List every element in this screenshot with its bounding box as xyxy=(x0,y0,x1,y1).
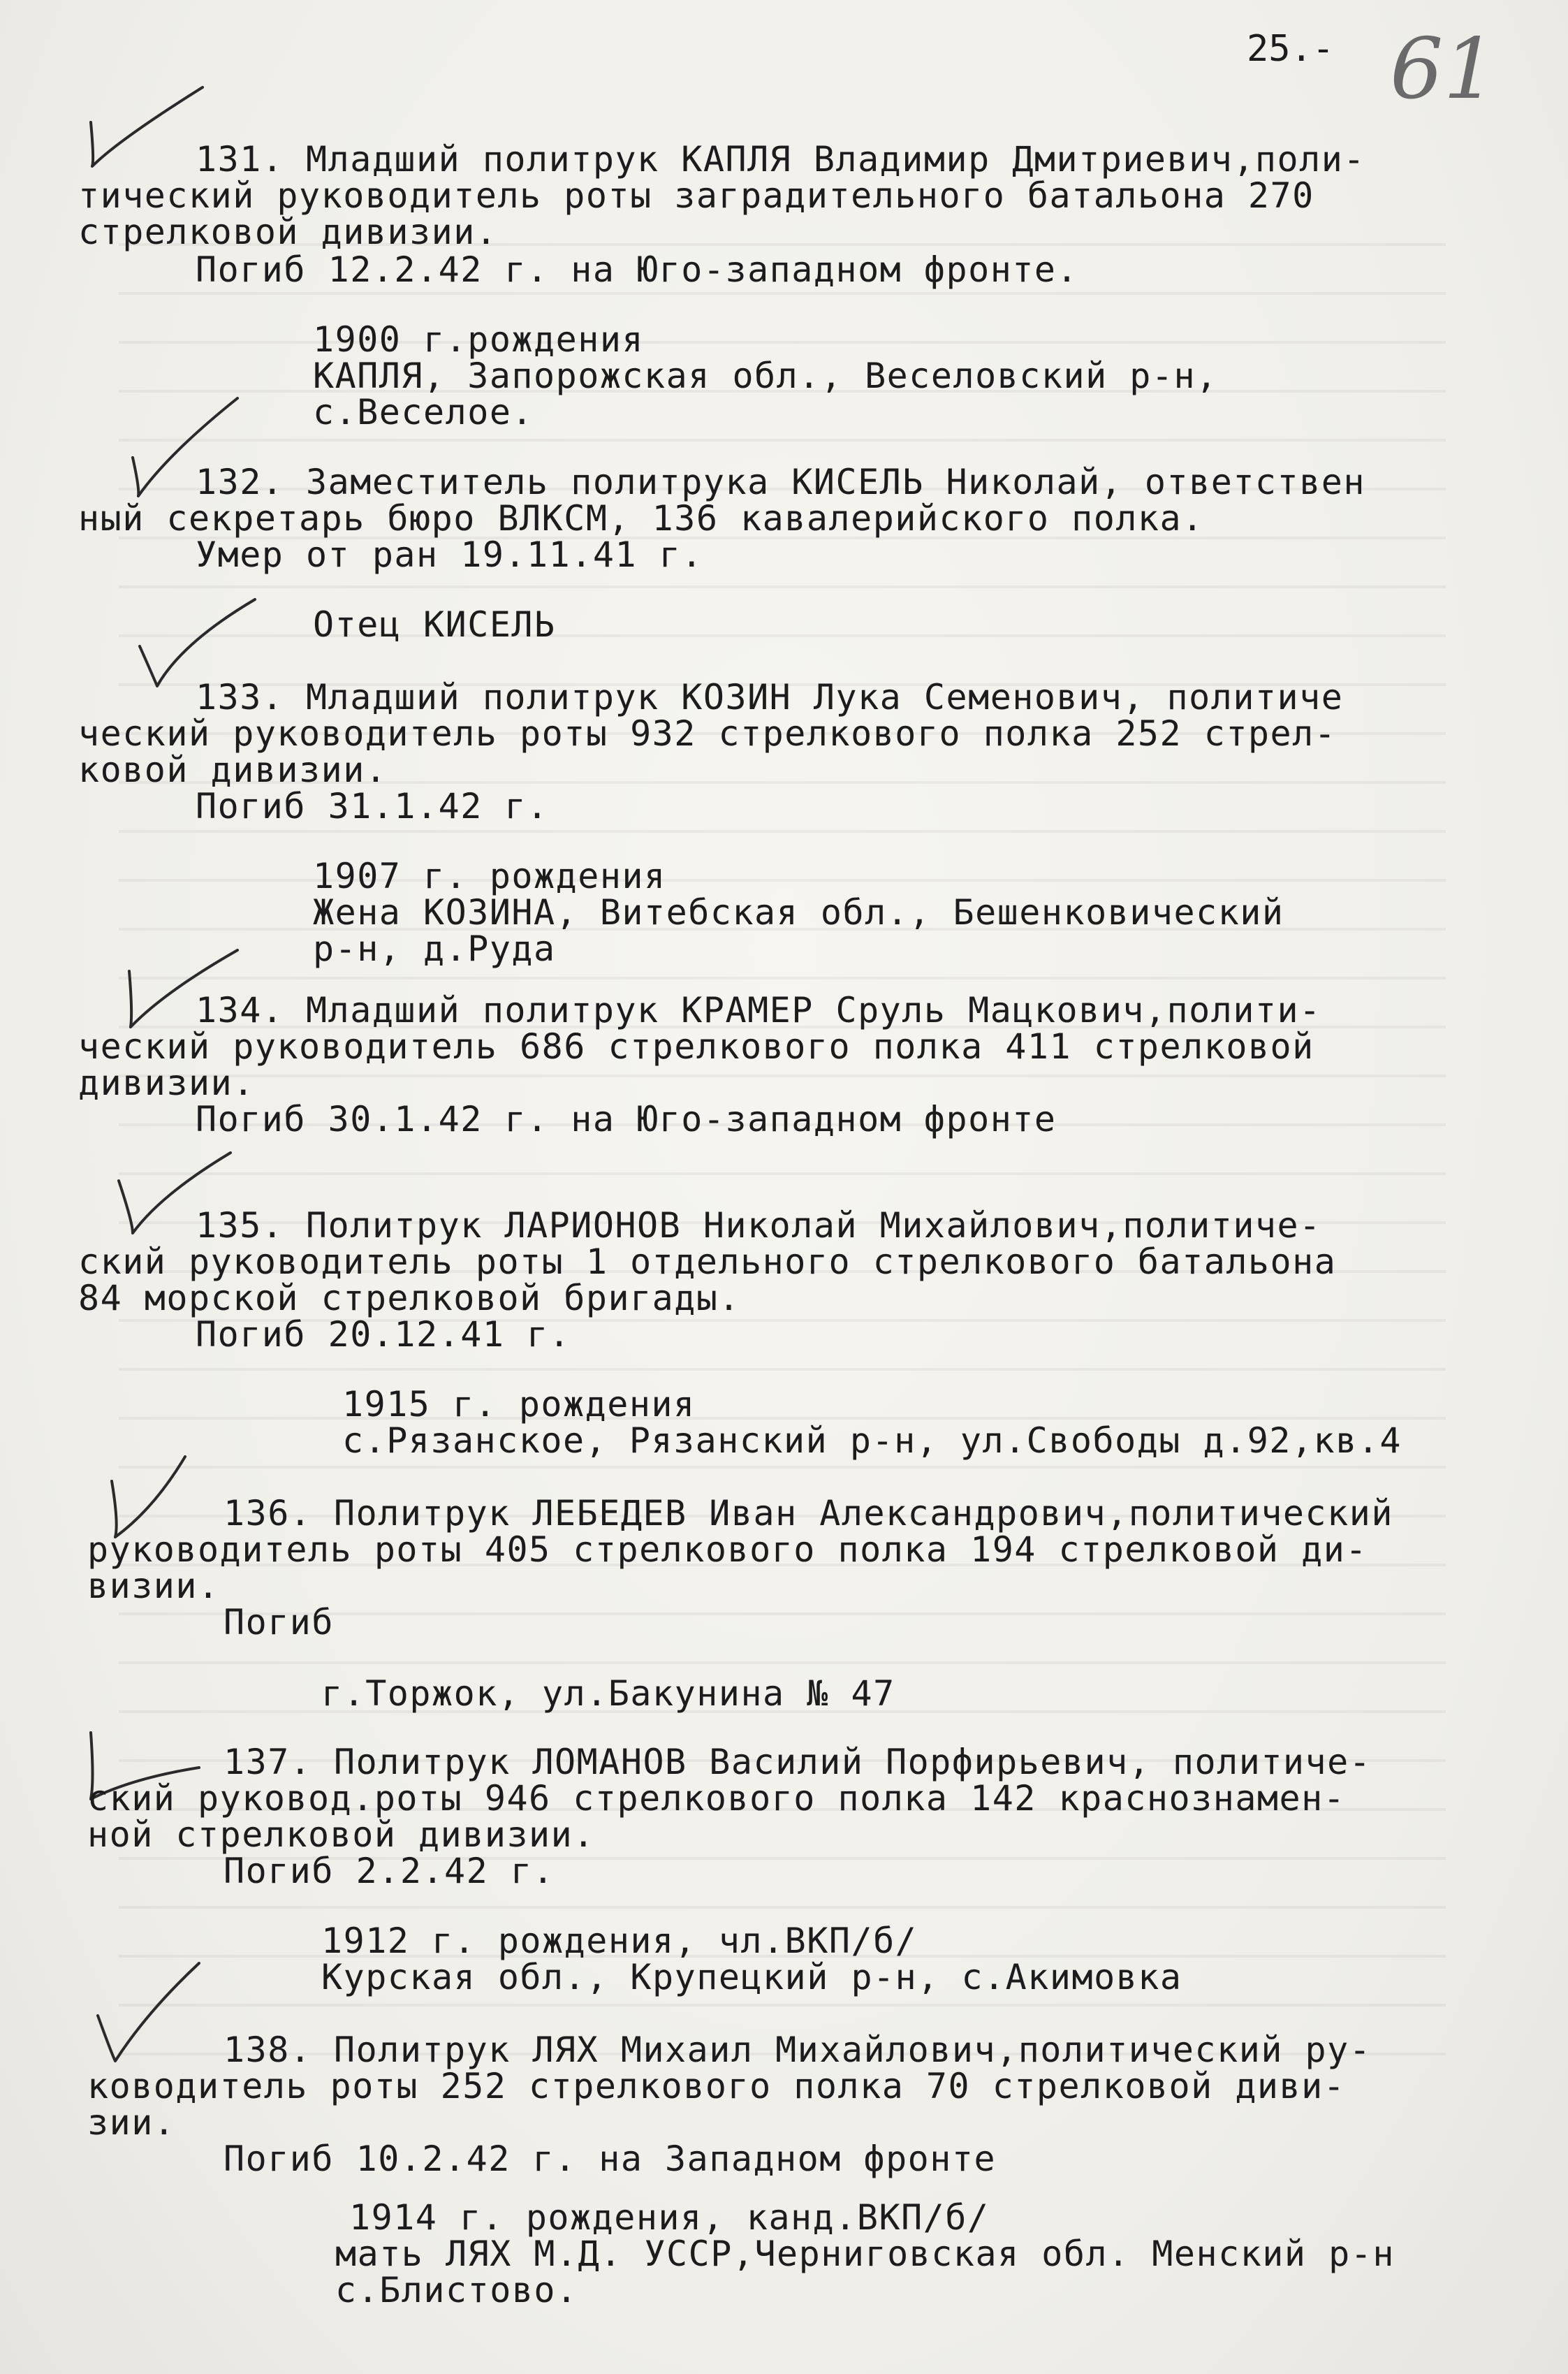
entry-line: 131. Младший политрук КАПЛЯ Владимир Дмитриевич,поли- xyxy=(196,139,1365,180)
entry-line: с.Рязанское, Рязанский р-н, ул.Свободы д.92,кв.4 xyxy=(342,1420,1402,1461)
entry-line: 135. Политрук ЛАРИОНОВ Николай Михайлович,политиче- xyxy=(196,1205,1321,1246)
entry-line: ковой дивизии. xyxy=(78,750,388,790)
entry-line: Погиб 20.12.41 г. xyxy=(196,1314,571,1355)
page-number: 25.- xyxy=(1247,28,1335,70)
entry-line: ский руководитель роты 1 отдельного стрелкового батальона xyxy=(78,1241,1337,1282)
entry-line: тический руководитель роты заградительного батальона 270 xyxy=(78,175,1314,216)
entry-line: Погиб 10.2.42 г. на Западном фронте xyxy=(224,2139,997,2179)
entry-line: ческий руководитель 686 стрелкового полка 411 стрелковой xyxy=(78,1026,1314,1067)
entry-line: 132. Заместитель политрука КИСЕЛЬ Николай, ответствен xyxy=(196,462,1365,502)
entry-line: Курская обл., Крупецкий р-н, с.Акимовка xyxy=(321,1957,1182,1997)
entry-line: 138. Политрук ЛЯХ Михаил Михайлович,политический ру- xyxy=(224,2030,1372,2070)
entry-line: визии. xyxy=(87,1566,220,1606)
entry-line: 1915 г. рождения xyxy=(342,1384,696,1425)
entry-line: 1912 г. рождения, чл.ВКП/б/ xyxy=(321,1921,918,1961)
entry-line: ческий руководитель роты 932 стрелкового полка 252 стрел- xyxy=(78,713,1337,754)
entry-line: Погиб 12.2.42 г. на Юго-западном фронте. xyxy=(196,249,1079,290)
entry-line: Жена КОЗИНА, Витебская обл., Бешенковический xyxy=(313,892,1284,933)
entry-line: ководитель роты 252 стрелкового полка 70 стрелковой диви- xyxy=(87,2066,1346,2106)
entry-line: КАПЛЯ, Запорожская обл., Веселовский р-н, xyxy=(313,356,1218,396)
entry-line: 1907 г. рождения xyxy=(313,856,666,896)
entry-line: р-н, д.Руда xyxy=(313,929,556,969)
entry-line: Погиб xyxy=(224,1602,335,1643)
entry-line: ный секретарь бюро ВЛКСМ, 136 кавалерийского полка. xyxy=(78,498,1204,539)
checkmark-icon xyxy=(84,1956,224,2068)
entry-line: руководитель роты 405 стрелкового полка 194 стрелковой ди- xyxy=(87,1529,1368,1570)
entry-line: зии. xyxy=(87,2102,176,2143)
entry-line: мать ЛЯХ М.Д. УССР,Черниговская обл. Менский р-н xyxy=(335,2234,1395,2274)
entry-line: 1900 г.рождения xyxy=(313,319,645,360)
entry-line: 134. Младший политрук КРАМЕР Сруль Мацкович,полити- xyxy=(196,990,1321,1031)
entry-line: 1914 г. рождения, канд.ВКП/б/ xyxy=(349,2197,990,2238)
handwritten-page-number: 61 xyxy=(1390,21,1497,118)
entry-line: 84 морской стрелковой бригады. xyxy=(78,1278,741,1318)
entry-line: Погиб 30.1.42 г. на Юго-западном фронте xyxy=(196,1099,1057,1139)
entry-line: с.Блистово. xyxy=(335,2270,578,2310)
entry-line: Отец КИСЕЛЬ xyxy=(313,604,556,645)
entry-line: дивизии. xyxy=(78,1063,255,1103)
entry-line: 133. Младший политрук КОЗИН Лука Семенович, политиче xyxy=(196,677,1344,718)
entry-line: 137. Политрук ЛОМАНОВ Василий Порфирьевич, политиче- xyxy=(224,1742,1372,1782)
entry-line: Умер от ран 19.11.41 г. xyxy=(196,534,703,575)
entry-line: ский руковод.роты 946 стрелкового полка 142 краснознамен- xyxy=(87,1778,1346,1819)
entry-line: 136. Политрук ЛЕБЕДЕВ Иван Александрович,политический xyxy=(224,1493,1393,1534)
entry-line: г.Торжок, ул.Бакунина № 47 xyxy=(321,1673,895,1714)
entry-line: с.Веселое. xyxy=(313,392,534,432)
entry-line: стрелковой дивизии. xyxy=(78,212,498,252)
entry-line: Погиб 31.1.42 г. xyxy=(196,786,549,826)
entry-line: ной стрелковой дивизии. xyxy=(87,1814,595,1855)
entry-line: Погиб 2.2.42 г. xyxy=(224,1851,555,1891)
